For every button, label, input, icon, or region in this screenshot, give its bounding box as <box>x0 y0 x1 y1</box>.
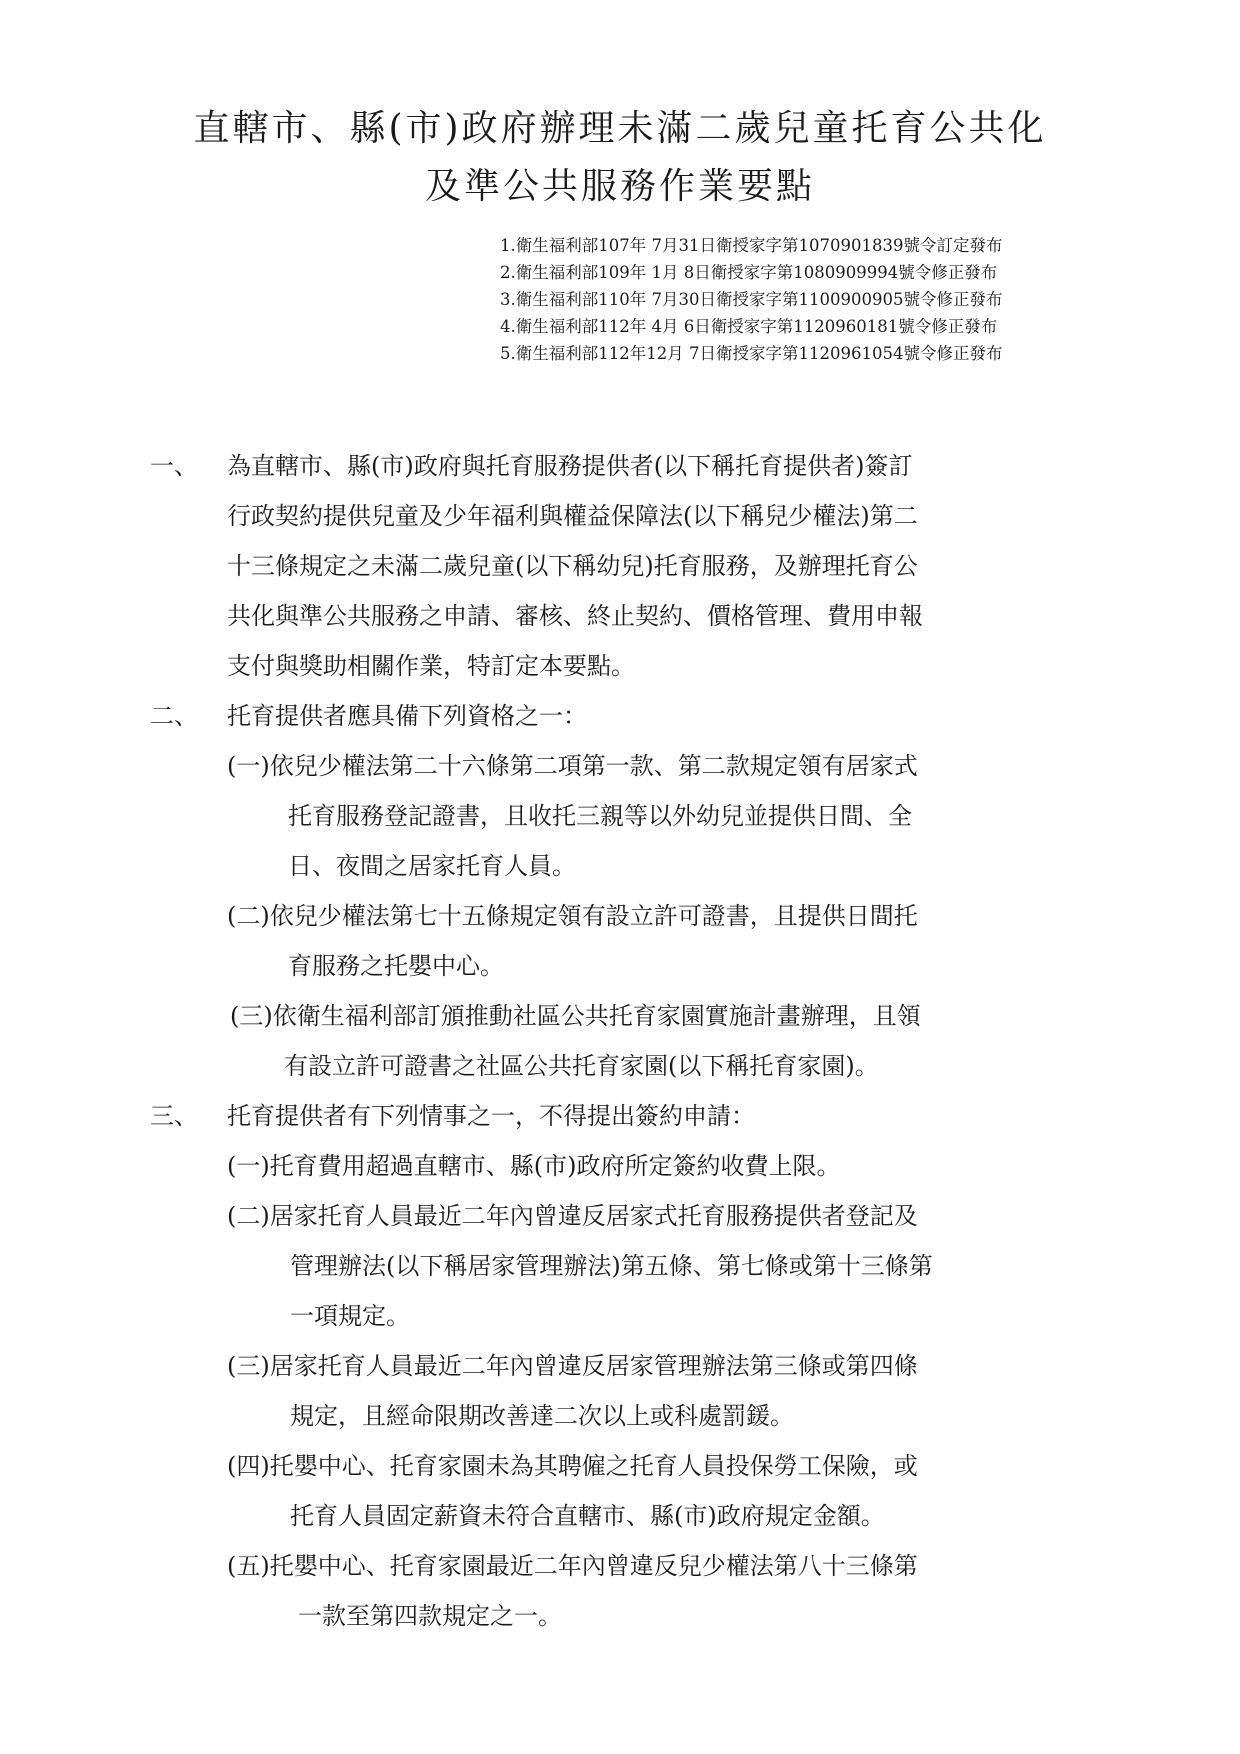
history-item: 2.衛生福利部109年 1月 8日衛授家字第1080909994號令修正發布 <box>500 263 998 282</box>
article-text-line: 行政契約提供兒童及少年福利與權益保障法(以下稱兒少權法)第二 <box>227 502 918 530</box>
sub-item-line: 育服務之托嬰中心。 <box>288 952 504 980</box>
article-number: 二、 <box>150 702 198 730</box>
sub-item-line: 托育人員固定薪資未符合直轄市、縣(市)政府規定金額。 <box>290 1502 885 1530</box>
sub-item-line: (一)托育費用超過直轄市、縣(市)政府所定簽約收費上限。 <box>227 1152 841 1180</box>
article-text-line: 托育提供者有下列情事之一，不得提出簽約申請： <box>227 1102 755 1130</box>
title-line-1: 直轄市、縣(市)政府辦理未滿二歲兒童托育公共化 <box>193 108 1047 149</box>
sub-item-line: (四)托嬰中心、托育家園未為其聘僱之托育人員投保勞工保險，或 <box>227 1452 918 1480</box>
title-line-2: 及準公共服務作業要點 <box>424 166 815 207</box>
history-item: 4.衛生福利部112年 4月 6日衛授家字第1120960181號令修正發布 <box>500 317 998 336</box>
article-number: 一、 <box>150 452 198 480</box>
article-number: 三、 <box>150 1102 198 1130</box>
sub-item-line: (二)依兒少權法第七十五條規定領有設立許可證書，且提供日間托 <box>227 902 918 930</box>
sub-item-line: 一款至第四款規定之一。 <box>298 1602 562 1630</box>
sub-item-line: (五)托嬰中心、托育家園最近二年內曾違反兒少權法第八十三條第 <box>227 1552 918 1580</box>
article-text-line: 為直轄市、縣(市)政府與托育服務提供者(以下稱托育提供者)簽訂 <box>227 452 913 480</box>
history-item: 1.衛生福利部107年 7月31日衛授家字第1070901839號令訂定發布 <box>500 236 1003 255</box>
article-text-line: 托育提供者應具備下列資格之一： <box>227 702 587 730</box>
document-title <box>0 100 1240 216</box>
amendment-history <box>500 232 1100 367</box>
sub-item-line: 有設立許可證書之社區公共托育家園(以下稱托育家園)。 <box>284 1052 879 1080</box>
article-text-line: 支付與獎助相關作業，特訂定本要點。 <box>227 652 635 680</box>
sub-item-line: 規定，且經命限期改善達二次以上或科處罰鍰。 <box>290 1402 794 1430</box>
sub-item-line: 托育服務登記證書，且收托三親等以外幼兒並提供日間、全 <box>288 802 912 830</box>
sub-item-line: (三)居家托育人員最近二年內曾違反居家管理辦法第三條或第四條 <box>227 1352 918 1380</box>
sub-item-line: (三)依衛生福利部訂頒推動社區公共托育家園實施計畫辦理，且領 <box>230 1002 921 1030</box>
sub-item-line: 一項規定。 <box>290 1302 410 1330</box>
sub-item-line: 管理辦法(以下稱居家管理辦法)第五條、第七條或第十三條第 <box>290 1252 933 1280</box>
article-text-line: 十三條規定之未滿二歲兒童(以下稱幼兒)托育服務，及辦理托育公 <box>227 552 918 580</box>
sub-item-line: (一)依兒少權法第二十六條第二項第一款、第二款規定領有居家式 <box>227 752 918 780</box>
sub-item-line: 日、夜間之居家托育人員。 <box>288 852 576 880</box>
history-item: 3.衛生福利部110年 7月30日衛授家字第1100900905號令修正發布 <box>500 290 1003 309</box>
sub-item-line: (二)居家托育人員最近二年內曾違反居家式托育服務提供者登記及 <box>227 1202 918 1230</box>
history-item: 5.衛生福利部112年12月 7日衛授家字第1120961054號令修正發布 <box>500 344 1003 363</box>
article-text-line: 共化與準公共服務之申請、審核、終止契約、價格管理、費用申報 <box>227 602 923 630</box>
